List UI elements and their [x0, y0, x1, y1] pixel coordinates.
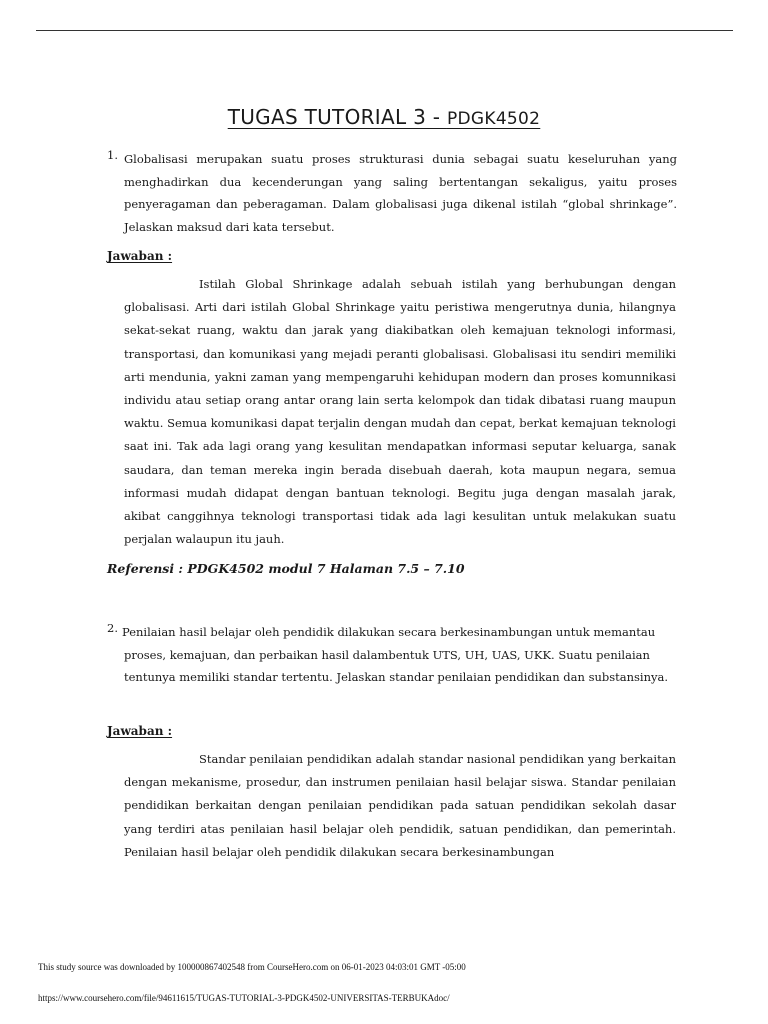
question-1	[107, 148, 677, 238]
answer-1-text: Istilah Global Shrinkage adalah sebuah istilah yang berhubungan dengan globalisasi. Arti dari istilah Global Shrinkage yaitu peristiwa mengerutnya dunia, hilangnya sekat-sekat ruang, waktu dan jarak yang diakibatkan oleh kemajuan teknologi informasi, transportasi, dan komunikasi yang mejadi peranti globalisasi. Globalisasi itu sendiri memiliki arti mendunia, yakni zaman yang mempengaruhi kehidupan modern dan proses komunnikasi individu atau setiap orang antar orang lain serta kelompok dan tidak dibatasi ruang maupun waktu. Semua komunikasi dapat terjalin dengan mudah dan cepat, berkat kemajuan teknologi saat ini. Tak ada lagi orang yang kesulitan mendapatkan informasi seputar keluarga, sanak saudara, dan teman mereka ingin berada disebuah daerah, kota maupun negara, semua informasi mudah didapat dengan bantuan teknologi. Begitu juga dengan masalah jarak, akibat canggihnya teknologi transportasi tidak ada lagi kesulitan untuk melakukan suatu perjalan walaupun itu jauh.	[124, 277, 676, 547]
title-course-code: PDGK4502	[446, 109, 541, 129]
answer-1	[124, 273, 676, 551]
question-2-line-1: Penilaian hasil belajar oleh pendidik dilakukan secara berkesinambungan untuk memantau	[122, 625, 656, 639]
question-2	[107, 621, 677, 689]
header-rule	[36, 30, 733, 31]
answer-label-2: Jawaban :	[107, 724, 173, 738]
download-note: This study source was downloaded by 100000867402548 from CourseHero.com on 06-01-2023 04:03:01 GMT -05:00	[38, 962, 466, 972]
question-2-text: proses, kemajuan, dan perbaikan hasil dalambentuk UTS, UH, UAS, UKK. Suatu penilaian tentunya memiliki standar tertentu. Jelaskan standar penilaian pendidikan dan substansinya.	[124, 647, 669, 684]
answer-2-text: Standar penilaian pendidikan adalah standar nasional pendidikan yang berkaitan dengan mekanisme, prosedur, dan instrumen penilaian hasil belajar siswa. Standar penilaian pendidikan berkaitan dengan penilaian pendidikan pada satuan pendidikan sekolah dasar yang terdiri atas penilaian hasil belajar oleh pendidik, satuan pendidikan, dan pemerintah. Penilaian hasil belajar oleh pendidik dilakukan secara berkesinambungan	[124, 752, 676, 859]
source-url[interactable]: https://www.coursehero.com/file/94611615/TUGAS-TUTORIAL-3-PDGK4502-UNIVERSITAS-TERBUKAdoc/	[38, 993, 450, 1003]
reference: Referensi : PDGK4502 modul 7 Halaman 7.5 – 7.10	[107, 561, 465, 576]
document-title	[0, 105, 768, 129]
title-main: TUGAS TUTORIAL 3 -	[227, 105, 447, 129]
question-1-number: 1.	[107, 148, 118, 162]
question-1-text: Globalisasi merupakan suatu proses strukturasi dunia sebagai suatu keseluruhan yang menghadirkan dua kecenderungan yang saling bertentangan sekaligus, yaitu proses penyeragaman dan peberagaman. Dalam globalisasi juga dikenal istilah “global shrinkage”. Jelaskan maksud dari kata tersebut.	[124, 152, 677, 234]
answer-label-1: Jawaban :	[107, 249, 173, 263]
answer-2	[124, 748, 676, 864]
question-2-number: 2.	[107, 621, 118, 635]
